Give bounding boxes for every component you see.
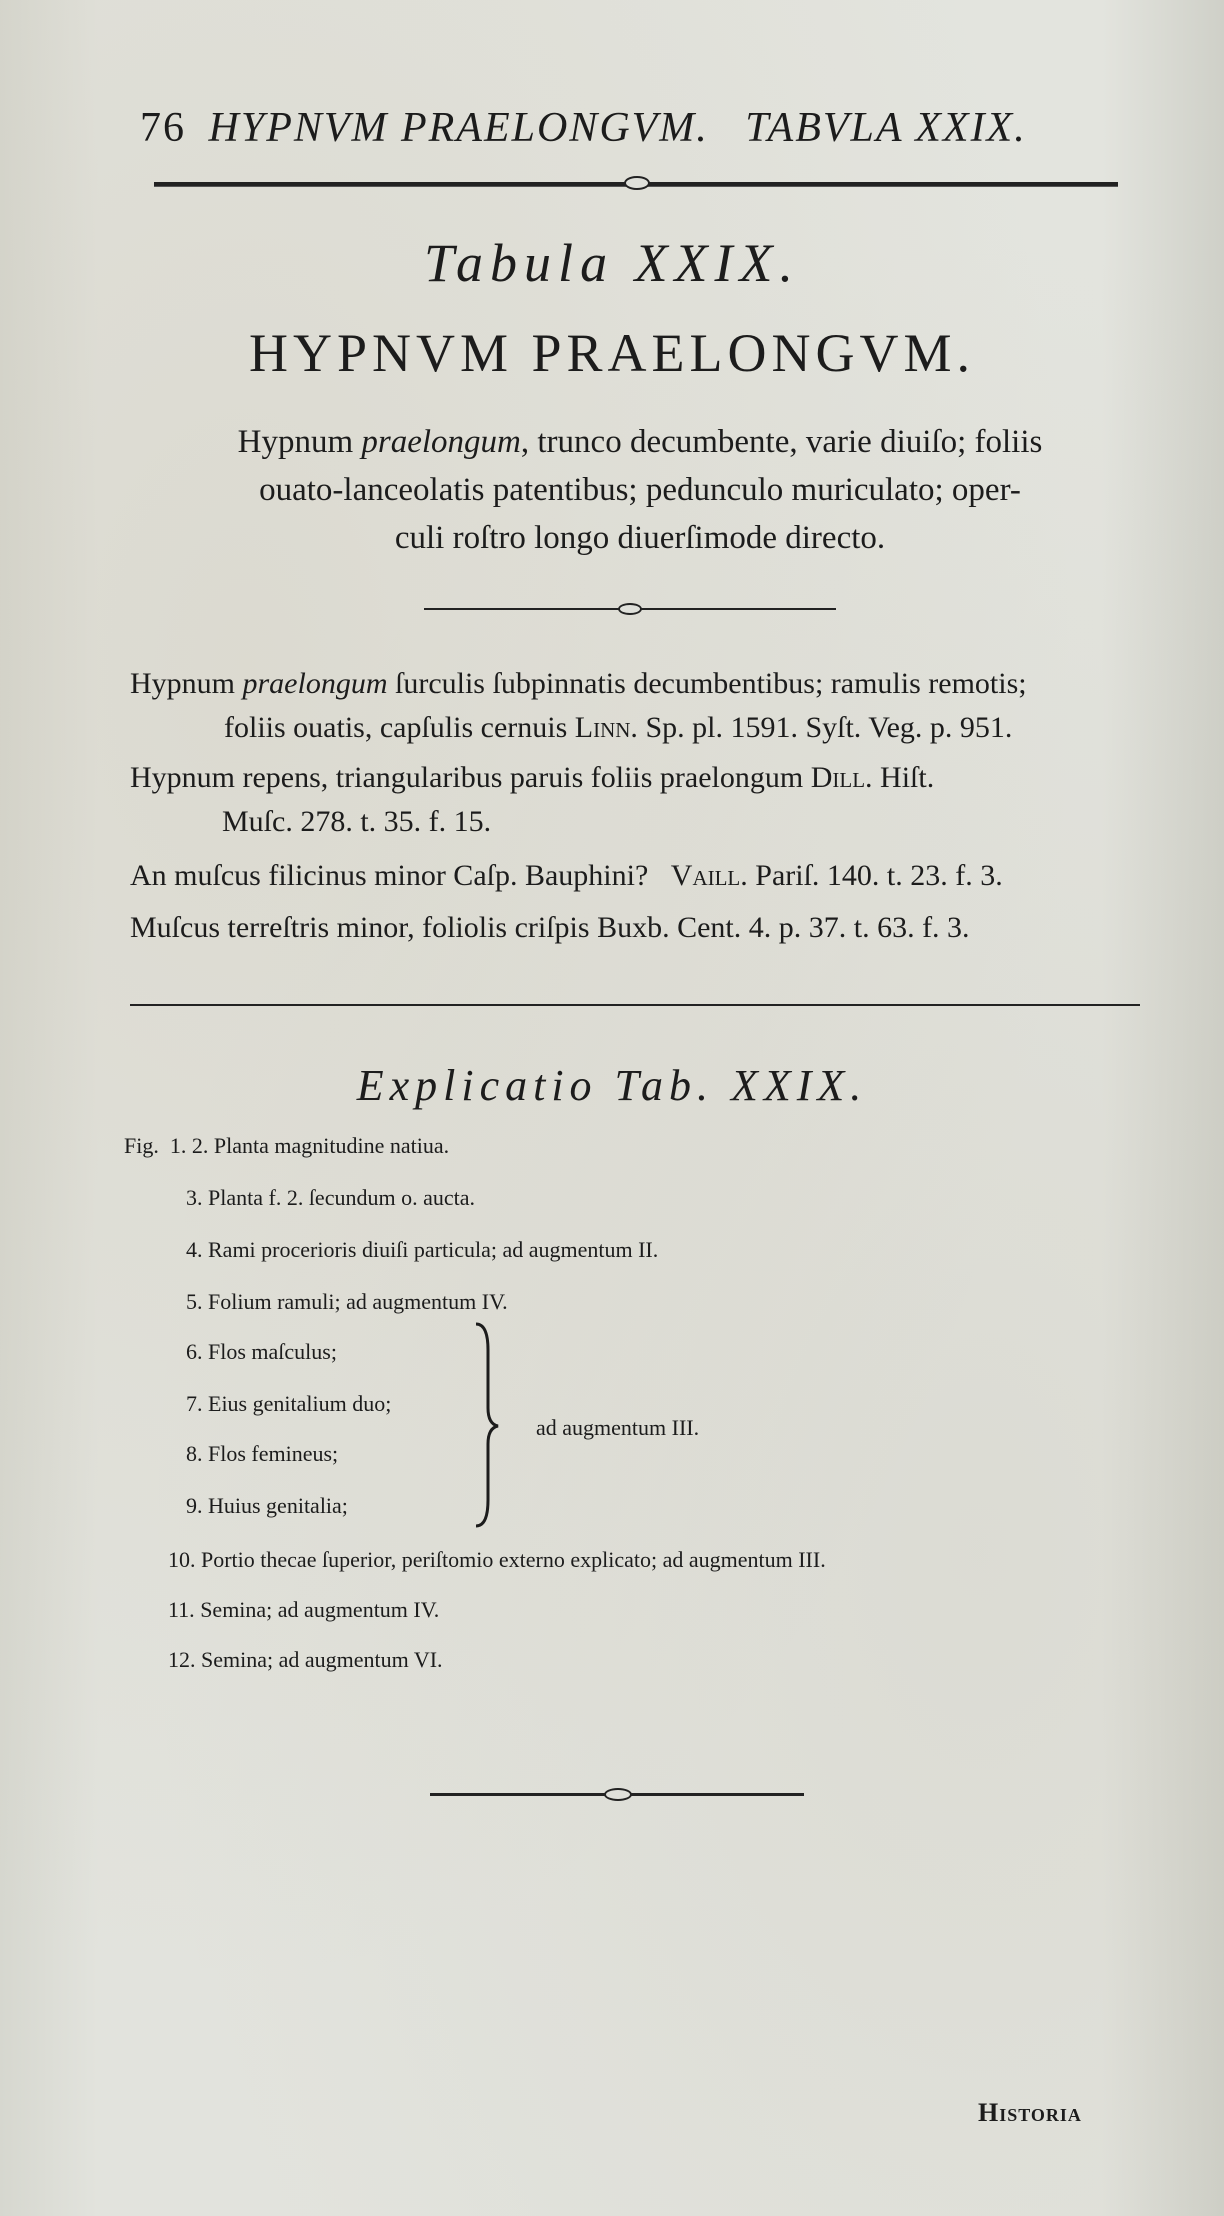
synonym-text: Muſcus terreſtris minor, foliolis criſpis Buxb. Cent. 4. p. 37. t. 63. f. 3. <box>130 911 970 944</box>
fig-number: 11. <box>168 1597 195 1622</box>
synonym-author: Dill. <box>810 761 873 794</box>
explicatio-item <box>186 1184 475 1212</box>
rule-ornament <box>624 176 650 190</box>
synonym-text: Sp. pl. 1591. Syſt. Veg. p. 951. <box>637 711 1013 744</box>
explicatio-item <box>168 1546 826 1574</box>
explicatio-item <box>186 1236 658 1264</box>
fig-caption: Semina; ad augmentum VI. <box>201 1647 443 1672</box>
synonym-genus: Hypnum <box>130 761 235 794</box>
fig-number: 3. <box>186 1185 203 1210</box>
synonym-entry <box>130 756 1140 844</box>
synonym-author: Vaill. <box>670 859 748 892</box>
running-title: HYPNVM PRAELONGVM. <box>208 105 709 151</box>
diagnosis-line-1 <box>130 418 1150 466</box>
diagnosis-line-2: ouato-lanceolatis patentibus; pedunculo muriculato; oper- <box>259 472 1021 508</box>
running-plate: TABVLA XXIX. <box>745 105 1027 151</box>
explicatio-item <box>124 1132 449 1160</box>
fig-number: 6. <box>186 1339 203 1364</box>
synonym-text: foliis ouatis, capſulis cernuis <box>224 711 575 744</box>
rule-ornament <box>604 1788 632 1801</box>
synonym-text: Muſc. 278. t. 35. f. 15. <box>222 805 492 838</box>
fig-caption: Portio thecae ſuperior, periſtomio externo explicato; ad augmentum III. <box>201 1547 826 1572</box>
explicatio-item <box>186 1338 337 1366</box>
synonym-text: Hiſt. <box>872 761 935 794</box>
section-rule <box>130 1004 1140 1006</box>
diagnosis-line-3: culi roſtro longo diuerſimode directo. <box>394 520 886 556</box>
explicatio-item <box>168 1646 443 1674</box>
explicatio-item <box>186 1288 508 1316</box>
fig-caption: Folium ramuli; ad augmentum IV. <box>208 1289 508 1314</box>
genus: Hypnum <box>237 424 354 460</box>
brace-icon <box>470 1320 500 1530</box>
fig-label: Fig. <box>124 1133 159 1158</box>
fig-number: 1. 2. <box>169 1133 209 1158</box>
synonym-text: repens, triangularibus paruis foliis praelongum <box>235 761 811 794</box>
running-head <box>140 104 1090 152</box>
synonym-text: ſurculis ſubpinnatis decumbentibus; ramulis remotis; <box>387 667 1027 700</box>
explicatio-item <box>186 1390 391 1418</box>
diagnosis <box>130 418 1150 562</box>
fig-number: 8. <box>186 1441 203 1466</box>
explicatio-item <box>186 1440 338 1468</box>
synonym-entry <box>130 662 1140 750</box>
fig-caption: Rami procerioris diuiſi particula; ad augmentum II. <box>208 1237 659 1262</box>
synonym-author: Linn. <box>574 711 638 744</box>
fig-caption: Planta f. 2. ſecundum o. aucta. <box>208 1185 475 1210</box>
fig-caption: Flos maſculus; <box>208 1339 337 1364</box>
fig-caption: Planta magnitudine natiua. <box>213 1133 450 1158</box>
synonym-entry <box>130 906 1140 950</box>
brace-label: ad augmentum III. <box>536 1415 700 1440</box>
fig-number: 12. <box>168 1647 196 1672</box>
catchword: Historia <box>978 2098 1082 2127</box>
synonym-entry <box>130 854 1140 898</box>
synonym-text: An muſcus filicinus minor Caſp. Bauphini? <box>130 859 649 892</box>
fig-number: 9. <box>186 1493 203 1518</box>
diagnosis-line-1-rest: , trunco decumbente, varie diuiſo; foliis <box>520 424 1043 460</box>
rule-ornament <box>618 603 642 615</box>
synonym-epithet: praelongum <box>242 667 388 700</box>
fig-caption: Eius genitalium duo; <box>208 1391 392 1416</box>
fig-number: 10. <box>168 1547 196 1572</box>
synonym-genus: Hypnum <box>130 667 235 700</box>
species-title: HYPNVM PRAELONGVM. <box>248 323 976 383</box>
fig-caption: Huius genitalia; <box>208 1493 348 1518</box>
fig-caption: Semina; ad augmentum IV. <box>200 1597 440 1622</box>
fig-number: 5. <box>186 1289 203 1314</box>
epithet: praelongum <box>361 424 521 460</box>
tabula-title: Tabula XXIX. <box>423 233 801 293</box>
fig-number: 7. <box>186 1391 203 1416</box>
explicatio-item <box>168 1596 439 1624</box>
page-number: 76 <box>140 105 186 151</box>
explicatio-item <box>186 1492 348 1520</box>
fig-number: 4. <box>186 1237 203 1262</box>
synonym-text: Pariſ. 140. t. 23. f. 3. <box>747 859 1003 892</box>
explicatio-title: Explicatio Tab. XXIX. <box>356 1061 868 1110</box>
fig-caption: Flos femineus; <box>208 1441 339 1466</box>
